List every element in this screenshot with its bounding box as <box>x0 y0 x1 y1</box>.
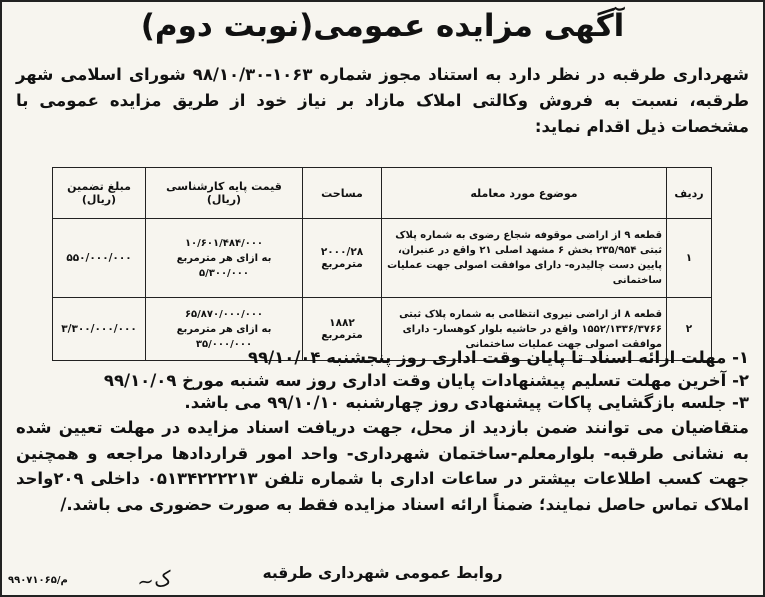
intro-paragraph: شهرداری طرقبه در نظر دارد به استناد مجوز شماره ۱۰۶۳-۹۸/۱۰/۳۰ شورای اسلامی شهر طرقبه، نسبت به فروش وکالتی املاک مازاد بر نیاز خود از طریق مزایده عمومی با مشخصات ذیل اقدام نماید: <box>16 65 749 136</box>
ad-title: آگهی مزایده عمومی(نوبت دوم) <box>140 8 625 44</box>
base-price-total: ۶۵/۸۷۰/۰۰۰/۰۰۰ <box>184 308 264 320</box>
table-header-row <box>53 168 712 219</box>
cell-subject: قطعه ۹ از اراضی موقوفه شجاع رضوی به شماره پلاک ثبتی ۲۳۵/۹۵۴ بخش ۶ مشهد اصلی ۲۱ واقع در عنبران، پایین دست چالیدره- دارای موافقت اصولی جهت عملیات ساختمانی <box>382 219 667 298</box>
header-base-price: قیمت پایه کارشناسی (ریال) <box>146 168 303 219</box>
header-deposit: مبلغ تضمین (ریال) <box>53 168 146 219</box>
cell-row-number: ۱ <box>667 219 712 298</box>
footer-signature: روابط عمومی شهرداری طرقبه <box>262 564 503 582</box>
table-row <box>53 219 712 298</box>
cell-deposit: ۵۵۰/۰۰۰/۰۰۰ <box>53 219 146 298</box>
deadline-item: ۲- آخرین مهلت تسلیم پیشنهادات پایان وقت اداری روز سه شنبه مورخ ۹۹/۱۰/۰۹ <box>103 370 749 390</box>
cell-deposit: ۳/۳۰۰/۰۰۰/۰۰۰ <box>53 298 146 361</box>
base-price-unit-label: به ازای هر مترمربع <box>176 252 272 264</box>
deadlines-list <box>16 347 749 415</box>
applicants-paragraph: متقاضیان می توانند ضمن بازدید از محل، جهت دریافت اسناد مزایده در مهلت تعیین شده به نشانی طرقبه- بلوارمعلم-ساختمان شهرداری- واحد امور قراردادها مراجعه و همچنین جهت کسب اطلاعات بیشتر در ساعات اداری با شماره تلفن ۰۵۱۳۴۲۲۲۲۱۳ داخلی ۲۰۹واحد املاک تماس حاصل نمایند؛ ضمناً ارائه اسناد مزایده فقط به صورت حضوری می باشد./ <box>16 418 749 514</box>
deadline-item: ۳- جلسه بازگشایی پاکات پیشنهادی روز چهارشنبه ۹۹/۱۰/۱۰ می باشد. <box>184 393 749 412</box>
signature-scribble: ~ک <box>135 565 174 595</box>
deadline-item: ۱- مهلت ارائه اسناد تا پایان وقت اداری روز پنجشنبه ۹۹/۱۰/۰۴ <box>248 348 749 367</box>
header-row-number: ردیف <box>667 168 712 219</box>
header-subject: موضوع مورد معامله <box>382 168 667 219</box>
base-price-unit-label: به ازای هر مترمربع <box>176 323 272 335</box>
cell-area: ۱۸۸۲ مترمربع <box>303 298 382 361</box>
cell-area: ۲۰۰۰/۲۸ مترمربع <box>303 219 382 298</box>
cell-row-number: ۲ <box>667 298 712 361</box>
base-price-total: ۱۰/۶۰۱/۴۸۴/۰۰۰ <box>184 237 264 249</box>
cell-subject: قطعه ۸ از اراضی نیروی انتظامی به شماره پلاک ثبتی ۱۵۵۲/۱۳۳۶/۳۷۶۶ واقع در حاشیه بلوار کوهسار- دارای موافقت اصولی جهت عملیات ساختمانی <box>382 298 667 361</box>
cell-base-price <box>146 219 303 298</box>
base-price-unit: ۳۵/۰۰۰/۰۰۰ <box>195 338 253 350</box>
ad-code: م/۹۹۰۷۱۰۶۵ <box>8 575 68 586</box>
base-price-unit: ۵/۳۰۰/۰۰۰ <box>198 267 250 279</box>
auction-items-table <box>52 167 712 361</box>
header-area: مساحت <box>303 168 382 219</box>
